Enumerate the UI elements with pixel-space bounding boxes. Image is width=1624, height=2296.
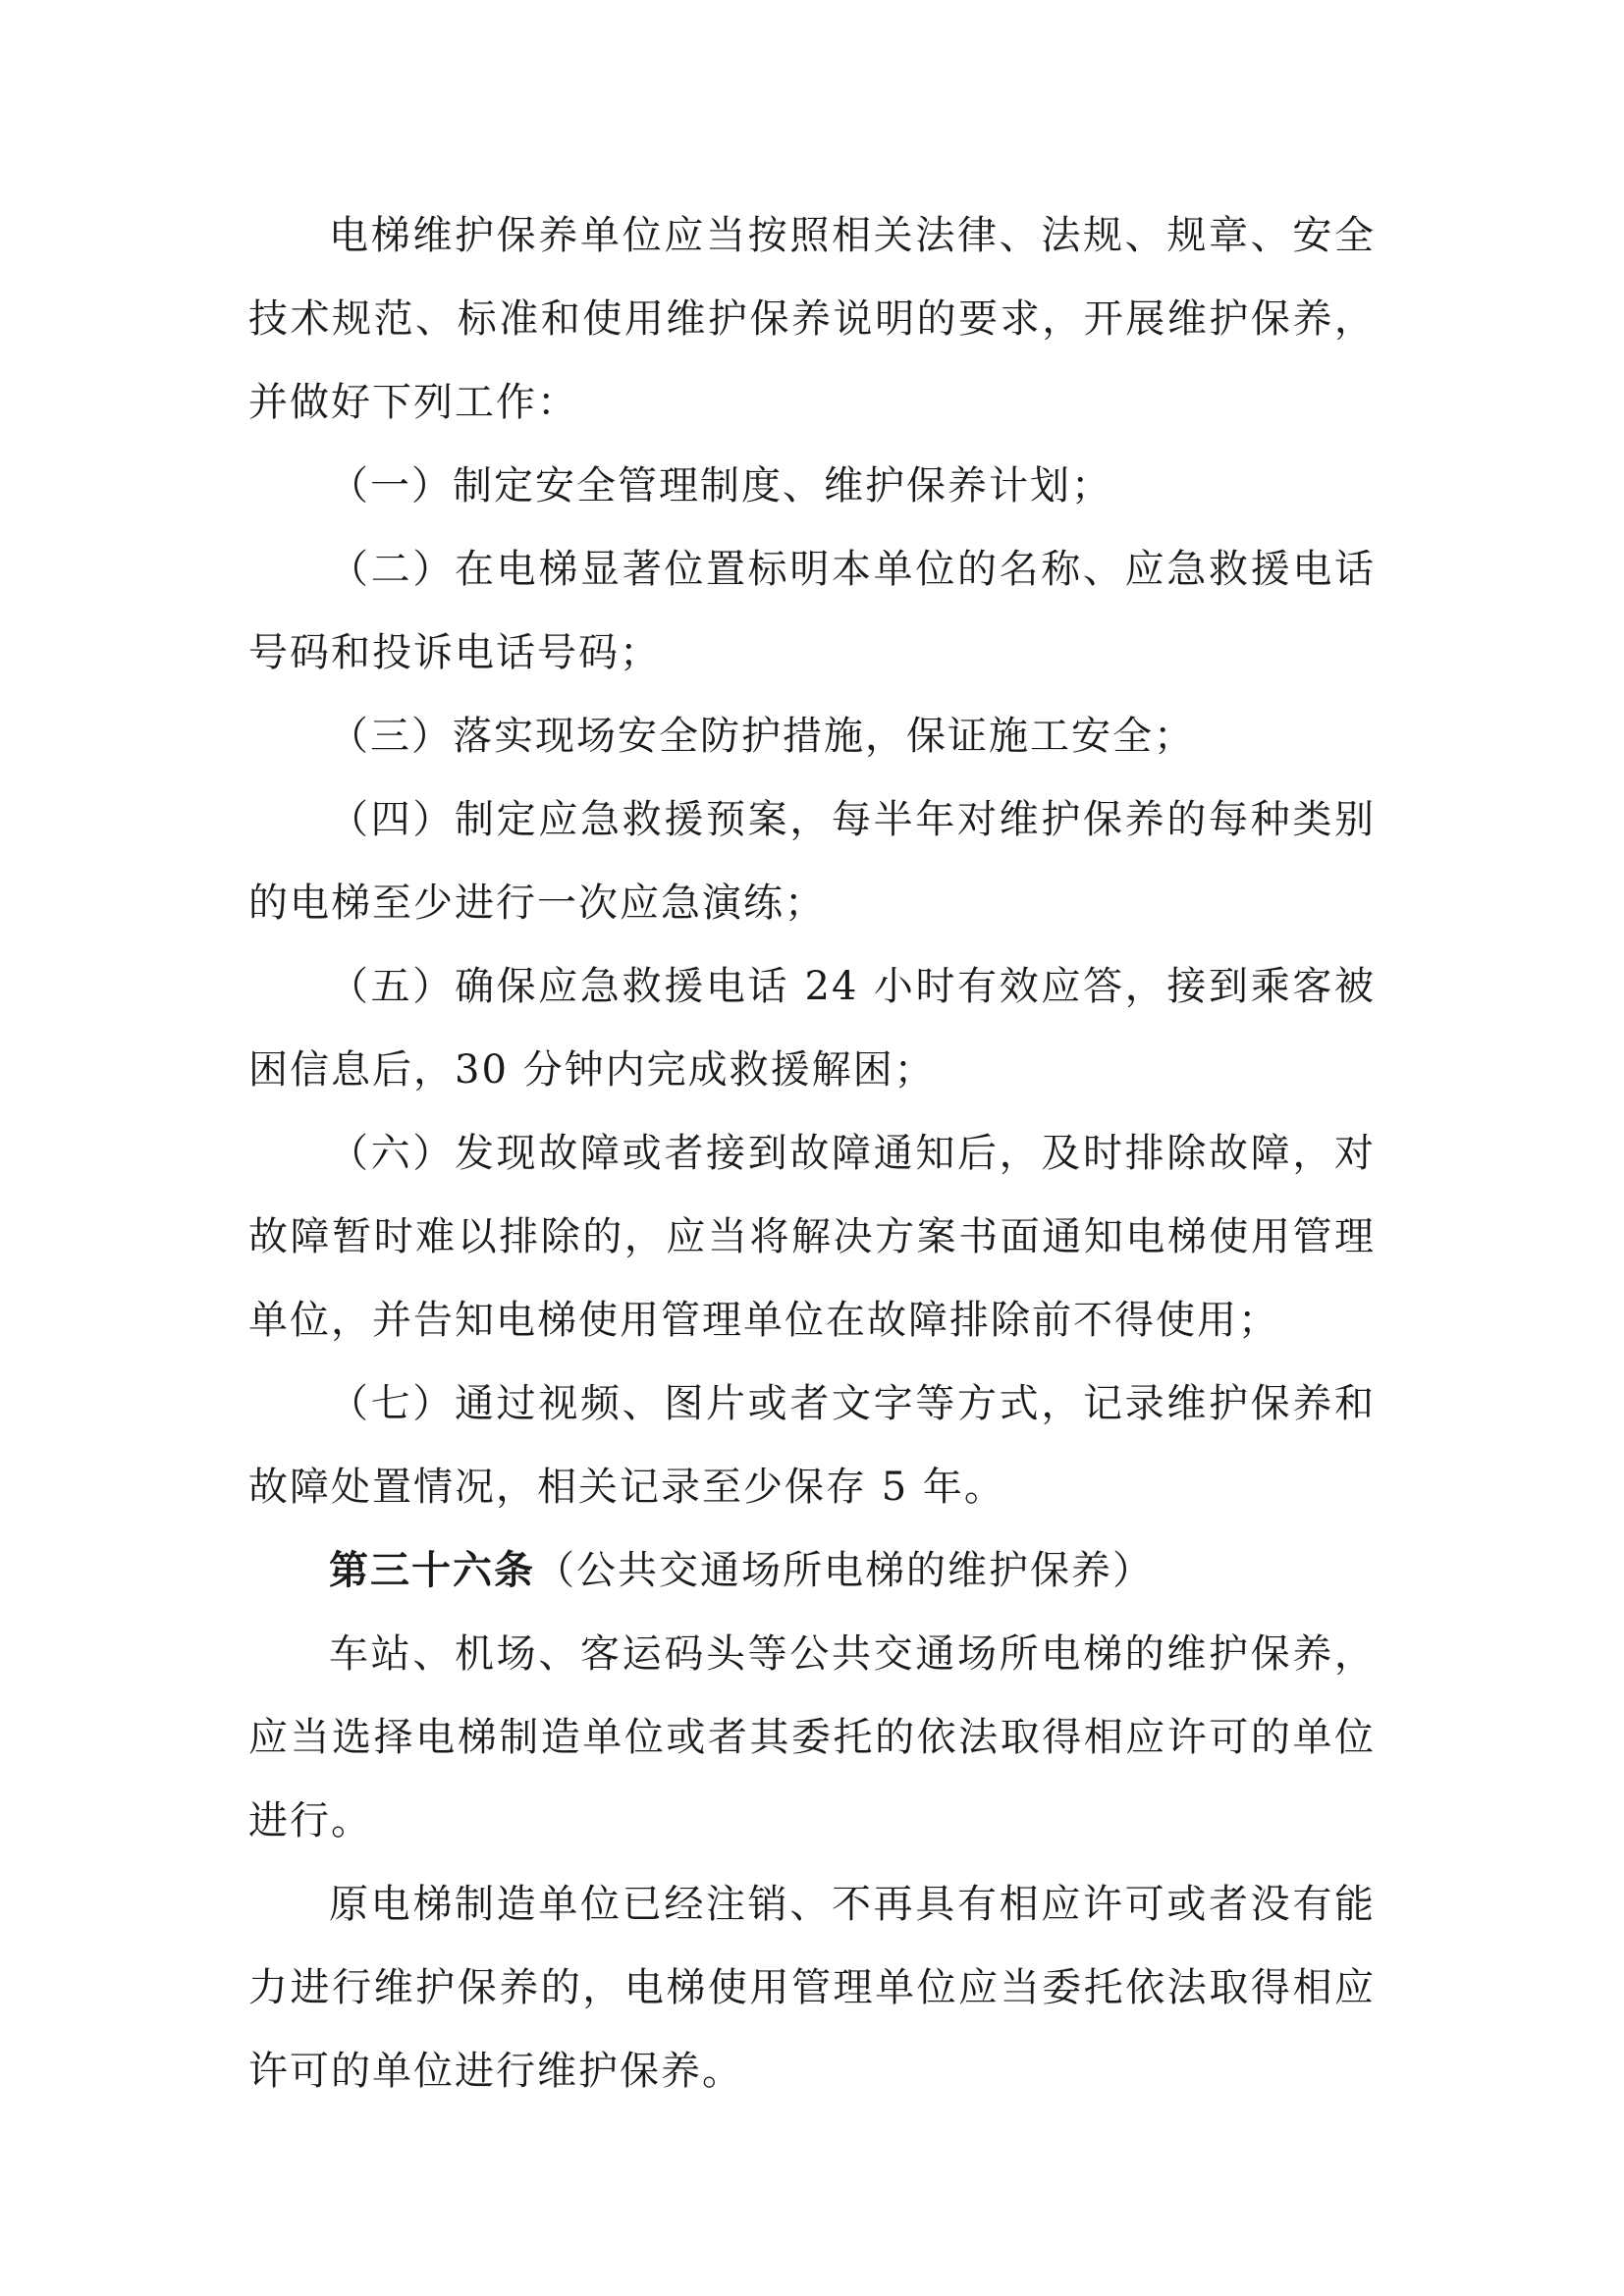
list-item-1: （一）制定安全管理制度、维护保养计划； <box>329 463 1112 508</box>
list-item-5: （五）确保应急救援电话 24 小时有效应答，接到乘客被困信息后，30 分钟内完成救援解困； <box>248 964 1376 1093</box>
article-number: 第三十六条 <box>329 1548 535 1593</box>
article-heading <box>248 1529 1376 1613</box>
list-item-4: （四）制定应急救援预案，每半年对维护保养的每种类别的电梯至少进行一次应急演练； <box>248 797 1376 926</box>
list-item-2: （二）在电梯显著位置标明本单位的名称、应急救援电话号码和投诉电话号码； <box>248 547 1376 675</box>
article-title: （公共交通场所电梯的维护保养） <box>535 1548 1154 1593</box>
list-item-3: （三）落实现场安全防护措施，保证施工安全； <box>329 714 1195 759</box>
article-paragraph-2: 原电梯制造单位已经注销、不再具有相应许可或者没有能力进行维护保养的，电梯使用管理单位应当委托依法取得相应许可的单位进行维护保养。 <box>248 1882 1376 2094</box>
list-item-7: （七）通过视频、图片或者文字等方式，记录维护保养和故障处置情况，相关记录至少保存 5 年。 <box>248 1381 1376 1510</box>
article-paragraph-1: 车站、机场、客运码头等公共交通场所电梯的维护保养，应当选择电梯制造单位或者其委托的依法取得相应许可的单位进行。 <box>248 1631 1376 1843</box>
document-body <box>248 194 1376 2113</box>
intro-paragraph: 电梯维护保养单位应当按照相关法律、法规、规章、安全技术规范、标准和使用维护保养说明的要求，开展维护保养，并做好下列工作： <box>248 213 1376 425</box>
list-item-6: （六）发现故障或者接到故障通知后，及时排除故障，对故障暂时难以排除的，应当将解决方案书面通知电梯使用管理单位，并告知电梯使用管理单位在故障排除前不得使用； <box>248 1131 1376 1343</box>
